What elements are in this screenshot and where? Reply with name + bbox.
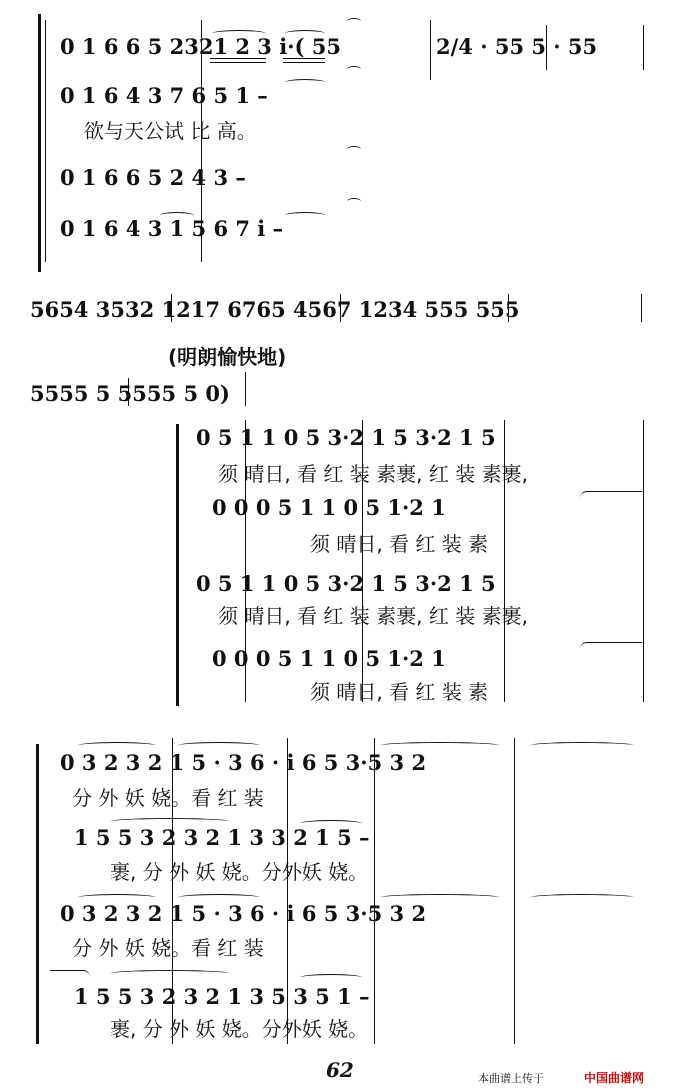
system4-lyric3: 分 外 妖 娆。看 红 装: [72, 936, 264, 960]
slur: [78, 742, 156, 749]
system4-lyric4: 裹, 分 外 妖 娆。分外妖 娆。: [110, 1017, 369, 1041]
slur: [285, 212, 325, 219]
underline: [283, 62, 325, 63]
fermata: [347, 66, 361, 73]
system3-voice1: 0 5 1 1 0 5 3·2 1 5 3·2 1 5: [196, 425, 496, 450]
slur: [178, 894, 260, 901]
tie: [580, 491, 642, 498]
system1-voice1: 0 1 6 6 5 2321 2 3 i·( 55: [60, 34, 341, 59]
fermata: [347, 146, 361, 153]
system4-voice1: 0 3 2 3 2 1 5 · 3 6 · i 6 5 3·5 3 2: [60, 750, 427, 775]
slur: [380, 742, 500, 749]
system1-barline: [643, 25, 644, 70]
slur: [380, 894, 500, 901]
system3-lyric3: 须 晴日, 看 红 装 素裹, 红 装 素裹,: [218, 604, 528, 628]
fermata: [347, 18, 361, 25]
underline: [210, 62, 266, 63]
underline: [210, 58, 266, 59]
system3-bracket: [176, 424, 179, 706]
slur: [530, 742, 634, 749]
system1-voice4: 0 1 6 4 3 1 5 6 7 i –: [60, 216, 284, 241]
system3-voice4: 0 0 0 5 1 1 0 5 1·2 1: [212, 646, 446, 671]
system1-bracket: [38, 14, 41, 272]
system3-lyric1: 须 晴日, 看 红 装 素裹, 红 装 素裹,: [218, 462, 528, 486]
system1-lyric: 欲与天公试 比 高。: [84, 119, 257, 143]
system3-voice2: 0 0 0 5 1 1 0 5 1·2 1: [212, 495, 446, 520]
system2-barline: [508, 294, 509, 322]
system3-lyric4: 须 晴日, 看 红 装 素: [310, 680, 489, 704]
upload-note: 本曲谱上传于: [478, 1072, 544, 1085]
system4-lyric1: 分 外 妖 娆。看 红 装: [72, 786, 264, 810]
system1-voice2: 0 1 6 4 3 7 6 5 1 –: [60, 83, 268, 108]
tie: [110, 970, 230, 977]
slur: [178, 742, 260, 749]
system4-barline: [374, 738, 375, 1044]
site-logo: 中国曲谱网: [584, 1071, 645, 1085]
slur: [285, 30, 325, 37]
system2-barline: [641, 294, 642, 322]
slur: [78, 894, 156, 901]
system2-line2: 5555 5 5555 5 0): [30, 381, 230, 406]
slur: [300, 820, 362, 827]
slur: [530, 894, 634, 901]
system4-voice4: 1 5 5 3 2 3 2 1 3 5 3 5 1 –: [74, 984, 370, 1009]
slur: [285, 79, 325, 86]
system4-bracket: [36, 744, 39, 1044]
tie: [580, 642, 642, 649]
system3-voice3: 0 5 1 1 0 5 3·2 1 5 3·2 1 5: [196, 571, 496, 596]
system2-barline: [340, 294, 341, 322]
system3-barline: [643, 420, 644, 702]
system1-barline: [430, 20, 431, 80]
system2-barline: [245, 372, 246, 406]
system1-voice1-cont: 2/4 · 55 5 · 55: [436, 34, 598, 59]
slur: [160, 212, 194, 219]
system4-voice3: 0 3 2 3 2 1 5 · 3 6 · i 6 5 3·5 3 2: [60, 901, 427, 926]
tempo-marking: (明朗愉快地): [168, 345, 287, 369]
underline: [283, 58, 325, 59]
system2-line: 5654 3532 1217 6765 4567 1234 555 555: [30, 297, 520, 322]
system2-barline: [171, 294, 172, 322]
system2-barline: [128, 378, 129, 406]
system4-voice2: 1 5 5 3 2 3 2 1 3 3 2 1 5 –: [74, 825, 370, 850]
tie: [110, 818, 230, 825]
system4-lyric2: 裹, 分 外 妖 娆。分外妖 娆。: [110, 860, 369, 884]
system1-voice3: 0 1 6 6 5 2 4 3 –: [60, 165, 246, 190]
slur: [212, 30, 266, 37]
slur: [300, 974, 362, 981]
system1-barline: [45, 20, 46, 262]
tie: [50, 970, 90, 977]
system3-lyric2: 须 晴日, 看 红 装 素: [310, 532, 489, 556]
fermata: [347, 198, 361, 205]
page-number: 62: [326, 1058, 354, 1082]
system4-barline: [514, 738, 515, 1044]
